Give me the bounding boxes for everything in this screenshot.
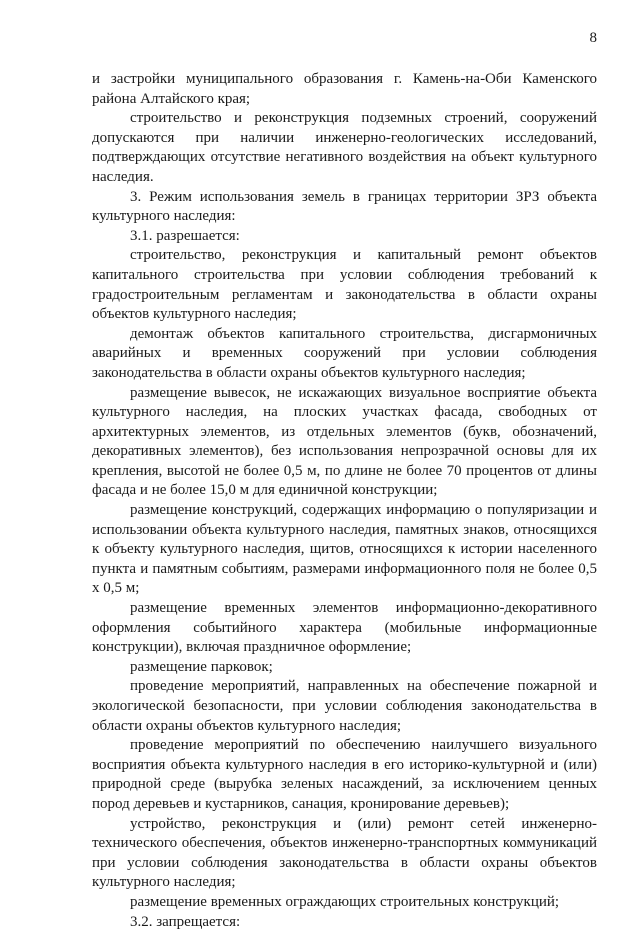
- list-item: устройство, реконструкция и (или) ремонт сетей инженерно-технического обеспечения, объектов инженерно-транспортных коммуникаций при условии соблюдения законодательства в области охраны объектов культурного наследия;: [92, 815, 597, 891]
- subsection-heading: 3.1. разрешается:: [130, 227, 240, 244]
- list-item: размещение парковок;: [130, 658, 273, 675]
- list-item: проведение мероприятий, направленных на обеспечение пожарной и экологической безопасности, при условии соблюдения законодательства в области охраны объектов культурного наследия;: [92, 678, 597, 734]
- list-item: размещение конструкций, содержащих информацию о популяризации и использовании объекта культурного наследия, памятных знаков, относящихся к объекту культурного наследия, щитов, относящихся к истории населенного пункта и памятным событиям, размерами информационного поля не более 0,5 х 0,5 м;: [92, 502, 597, 597]
- paragraph: и застройки муниципального образования г. Камень-на-Оби Каменского района Алтайского края;: [92, 71, 597, 107]
- list-item: демонтаж объектов капитального строительства, дисгармоничных аварийных и временных сооружений при условии соблюдения законодательства в области охраны объектов культурного наследия;: [92, 325, 597, 381]
- section-heading: 3. Режим использования земель в границах территории ЗРЗ объекта культурного наследия:: [92, 188, 597, 225]
- list-item: проведение мероприятий по обеспечению наилучшего визуального восприятия объекта культурного наследия в его историко-культурной и (или) природной среде (вырубка зеленых насаждений, за исключением ценных пород деревьев и кустарников, санация, кронирование деревьев);: [92, 737, 597, 812]
- page-number: 8: [589, 30, 597, 46]
- list-item: размещение вывесок, не искажающих визуальное восприятие объекта культурного наследия, на плоских участках фасада, свободных от архитектурных элементов, из отдельных элементов (букв, обозначений, декоративных элементов), без использования непрозрачной основы для их крепления, высотой не более 0,5 м, по длине не более 70 процентов от длины фасада и не более 15,0 м для единичной конструкции;: [92, 384, 597, 499]
- paragraph: строительство и реконструкция подземных строений, сооружений допускаются при наличии инженерно-геологических исследований, подтверждающих отсутствие негативного воздействия на объект культурного наследия.: [92, 110, 597, 185]
- list-item: размещение временных элементов информационно-декоративного оформления событийного характера (мобильные информационные конструкции), включая праздничное оформление;: [92, 600, 597, 656]
- list-item: строительство, реконструкция и капитальный ремонт объектов капитального строительства при условии соблюдения требований к градостроительным регламентам и законодательства в области охраны объектов культурного наследия;: [92, 247, 597, 323]
- document-body: [92, 70, 597, 932]
- list-item: размещение временных ограждающих строительных конструкций;: [130, 893, 560, 910]
- subsection-heading: 3.2. запрещается:: [130, 913, 241, 930]
